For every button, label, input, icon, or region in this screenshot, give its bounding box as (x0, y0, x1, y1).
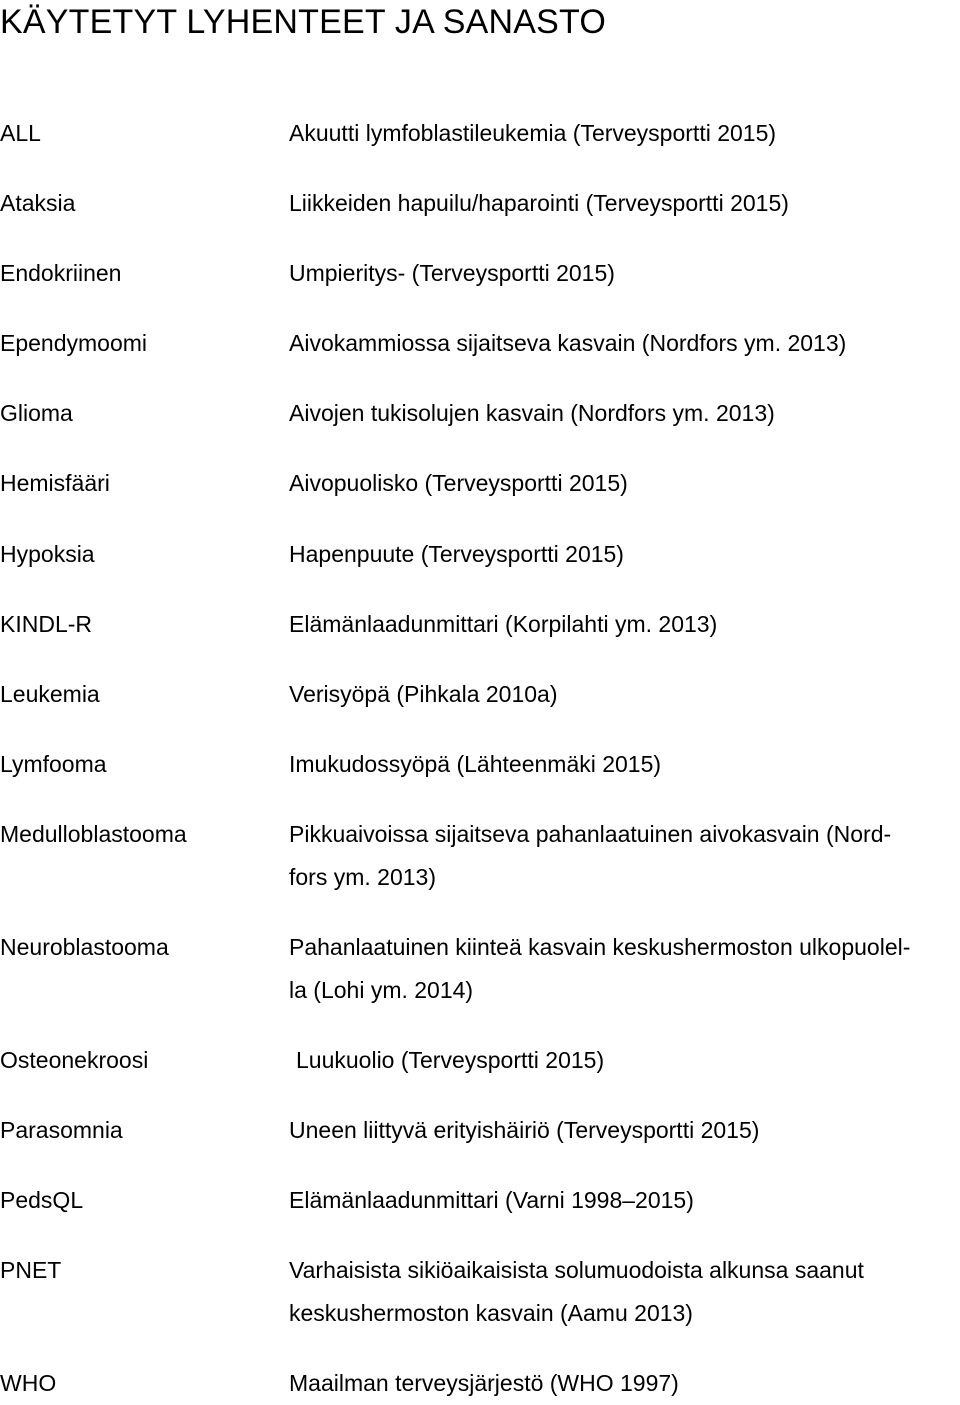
entry-term: Osteonekroosi (0, 1047, 149, 1073)
entry-term: Leukemia (0, 681, 100, 707)
entry-definition: Elämänlaadunmittari (Korpilahti ym. 2013) (289, 611, 718, 637)
entry-term: Medulloblastooma (0, 821, 187, 847)
entry-term: PedsQL (0, 1187, 84, 1213)
entry-term: Ependymoomi (0, 330, 148, 356)
entry-definition: Varhaisista sikiöaikaisista solumuodoista alkunsa saanut (289, 1257, 864, 1283)
entry-definition: Verisyöpä (Pihkala 2010a) (289, 681, 558, 707)
entry-definition-continued: la (Lohi ym. 2014) (289, 977, 474, 1003)
entry-definition: Uneen liittyvä erityishäiriö (Terveysportti 2015) (289, 1117, 760, 1143)
entry-definition: Aivojen tukisolujen kasvain (Nordfors ym. 2013) (289, 400, 775, 426)
entry-definition-continued: keskushermoston kasvain (Aamu 2013) (289, 1300, 693, 1326)
entry-definition: Luukuolio (Terveysportti 2015) (296, 1047, 605, 1073)
entry-definition: Aivopuolisko (Terveysportti 2015) (289, 470, 628, 496)
entry-definition: Maailman terveysjärjestö (WHO 1997) (289, 1370, 679, 1396)
entry-definition-continued: fors ym. 2013) (289, 864, 436, 890)
entry-definition: Umpieritys- (Terveysportti 2015) (289, 260, 615, 286)
entry-term: WHO (0, 1370, 57, 1396)
entry-definition: Pahanlaatuinen kiinteä kasvain keskushermoston ulkopuolel- (289, 934, 911, 960)
entry-definition: Liikkeiden hapuilu/haparointi (Terveysportti 2015) (289, 190, 789, 216)
entry-term: Ataksia (0, 190, 76, 216)
entry-term: Neuroblastooma (0, 934, 169, 960)
entry-definition: Imukudossyöpä (Lähteenmäki 2015) (289, 751, 662, 777)
entry-term: Endokriinen (0, 260, 122, 286)
entry-definition: Elämänlaadunmittari (Varni 1998–2015) (289, 1187, 694, 1213)
entry-term: Hemisfääri (0, 470, 110, 496)
entry-term: Glioma (0, 400, 73, 426)
entry-definition: Pikkuaivoissa sijaitseva pahanlaatuinen aivokasvain (Nord- (289, 821, 892, 847)
entry-definition: Aivokammiossa sijaitseva kasvain (Nordfors ym. 2013) (289, 330, 847, 356)
entry-term: ALL (0, 120, 41, 146)
entry-term: KINDL-R (0, 611, 93, 637)
entry-definition: Akuutti lymfoblastileukemia (Terveysportti 2015) (289, 120, 777, 146)
entry-term: Parasomnia (0, 1117, 123, 1143)
page-title: KÄYTETYT LYHENTEET JA SANASTO (0, 3, 607, 41)
entry-term: PNET (0, 1257, 62, 1283)
entry-definition: Hapenpuute (Terveysportti 2015) (289, 541, 624, 567)
entry-term: Lymfooma (0, 751, 107, 777)
entry-term: Hypoksia (0, 541, 95, 567)
